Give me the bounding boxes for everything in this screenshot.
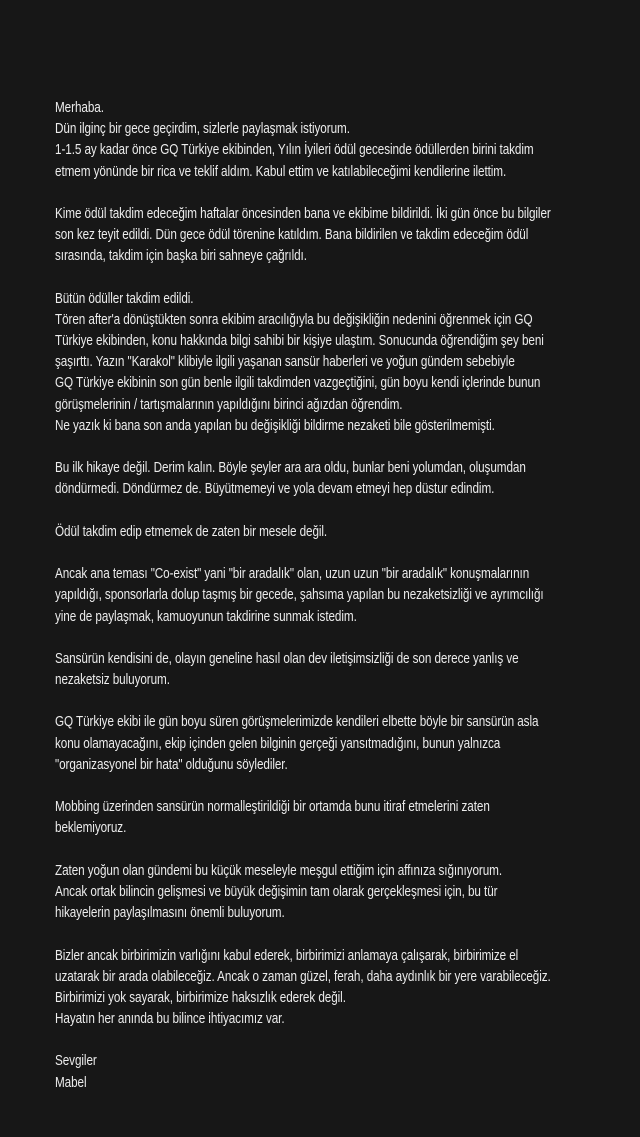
text-line: nezaketsiz buluyorum. <box>55 672 170 689</box>
paragraph-first-story <box>55 458 615 500</box>
signoff: Sevgiler <box>55 1053 97 1070</box>
paragraph-gq-response <box>55 712 615 776</box>
text-line: görüşmelerinin / tartışmalarının yapıldığını birinci ağızdan öğrendim. <box>55 396 403 413</box>
paragraph-after-ceremony <box>55 289 615 437</box>
signature-block <box>55 1051 615 1093</box>
paragraph-gap <box>55 543 615 564</box>
text-line: şaşırttı. Yazın "Karakol" klibiyle ilgili yaşanan sansür haberleri ve yoğun gündem sebebiyle <box>55 354 515 371</box>
text-line: 1-1.5 ay kadar önce GQ Türkiye ekibinden, Yılın İyileri ödül gecesinde ödüllerden birini takdim <box>55 142 534 159</box>
letter-body <box>55 98 615 1094</box>
paragraph-gap <box>55 776 615 797</box>
text-line: son kez teyit edildi. Dün gece ödül törenine katıldım. Bana bildirilen ve takdim edeceğim ödül <box>55 227 529 244</box>
text-line: yapıldığı, sponsorlarla dolup taşmış bir gecede, şahsıma yapılan bu nezaketsizliği ve ayrımcılığı <box>55 587 544 604</box>
text-line: Birbirimizi yok sayarak, birbirimize haksızlık ederek değil. <box>55 989 346 1006</box>
paragraph-co-exist <box>55 564 615 628</box>
text-line: GQ Türkiye ekibi ile gün boyu süren görüşmelerimizde kendileri elbette böyle bir sansürün asla <box>55 714 539 731</box>
text-line: beklemiyoruz. <box>55 820 127 837</box>
text-line: uzatarak bir arada olabileceğiz. Ancak o zaman güzel, ferah, daha aydınlık bir yere varabileceğiz. <box>55 968 551 985</box>
paragraph-gap <box>55 628 615 649</box>
text-line: yine de paylaşmak, kamuoyunun takdirine sunmak istedim. <box>55 608 357 625</box>
text-line: sırasında, takdim için başka biri sahneye çağrıldı. <box>55 248 307 265</box>
text-line: Ancak ortak bilincin gelişmesi ve büyük değişimin tam olarak gerçekleşmesi için, bu tür <box>55 883 498 900</box>
paragraph-apology <box>55 861 615 925</box>
text-line: döndürmedi. Döndürmez de. Büyütmemeyi ve yola devam etmeyi hep düstur edindim. <box>55 481 495 498</box>
paragraph-gap <box>55 183 615 204</box>
text-line: Hayatın her anında bu bilince ihtiyacımız var. <box>55 1011 285 1028</box>
text-line: Zaten yoğun olan gündemi bu küçük meseleyle meşgul ettiğim için affınıza sığınıyorum. <box>55 862 503 879</box>
paragraph-intro <box>55 98 615 183</box>
text-line: Dün ilginç bir gece geçirdim, sizlerle paylaşmak istiyorum. <box>55 121 350 138</box>
paragraph-gap <box>55 268 615 289</box>
text-line: Bütün ödüller takdim edildi. <box>55 290 194 307</box>
paragraph-gap <box>55 501 615 522</box>
text-line: Ancak ana teması "Co-exist" yani "bir aradalık" olan, uzun uzun "bir aradalık" konuşmalarının <box>55 566 530 583</box>
paragraph-censorship <box>55 649 615 691</box>
text-line: Bizler ancak birbirimizin varlığını kabul ederek, birbirimizi anlamaya çalışarak, birbirimize el <box>55 947 519 964</box>
text-line: Ne yazık ki bana son anda yapılan bu değişikliği bildirme nezaketi bile gösterilmemişti. <box>55 417 495 434</box>
paragraph-award-notice <box>55 204 615 268</box>
paragraph-gap <box>55 437 615 458</box>
text-line: Mobbing üzerinden sansürün normalleştirildiği bir ortamda bunu itiraf etmelerini zaten <box>55 799 490 816</box>
signature: Mabel <box>55 1074 87 1091</box>
text-line: Merhaba. <box>55 100 104 116</box>
paragraph-gap <box>55 840 615 861</box>
text-line: Ödül takdim edip etmemek de zaten bir mesele değil. <box>55 523 328 540</box>
text-line: GQ Türkiye ekibinin son gün benle ilgili takdimden vazgeçtiğini, gün boyu kendi içlerinde bunun <box>55 375 541 392</box>
text-line: hikayelerin paylaşılmasını önemli buluyorum. <box>55 905 285 922</box>
text-line: Tören after'a dönüştükten sonra ekibim aracılığıyla bu değişikliğin nedenini öğrenmek için GQ <box>55 311 533 328</box>
text-line: Kime ödül takdim edeceğim haftalar öncesinden bana ve ekibime bildirildi. İki gün önce bu bilgiler <box>55 205 551 222</box>
paragraph-mobbing <box>55 797 615 839</box>
text-line: Türkiye ekibinden, konu hakkında bilgi sahibi bir kişiye ulaştım. Sonucunda öğrendiğim şey beni <box>55 333 544 350</box>
text-line: konu olamayacağını, ekip içinden gelen bilginin gerçeği yansıtmadığını, bunun yalnızca <box>55 735 501 752</box>
paragraph-not-an-issue <box>55 522 615 543</box>
text-line: etmem yönünde bir rica ve teklif aldım. Kabul ettim ve katılabileceğimi kendilerine ilettim. <box>55 163 507 180</box>
paragraph-gap <box>55 924 615 945</box>
paragraph-gap <box>55 1030 615 1051</box>
text-line: "organizasyonel bir hata" olduğunu söylediler. <box>55 756 288 773</box>
text-line: Sansürün kendisini de, olayın geneline hasıl olan dev iletişimsizliği de son derece yanlış ve <box>55 650 519 667</box>
paragraph-gap <box>55 691 615 712</box>
text-line: Bu ilk hikaye değil. Derim kalın. Böyle şeyler ara ara oldu, bunlar beni yolumdan, oluşumdan <box>55 460 526 477</box>
paragraph-together <box>55 946 615 1031</box>
